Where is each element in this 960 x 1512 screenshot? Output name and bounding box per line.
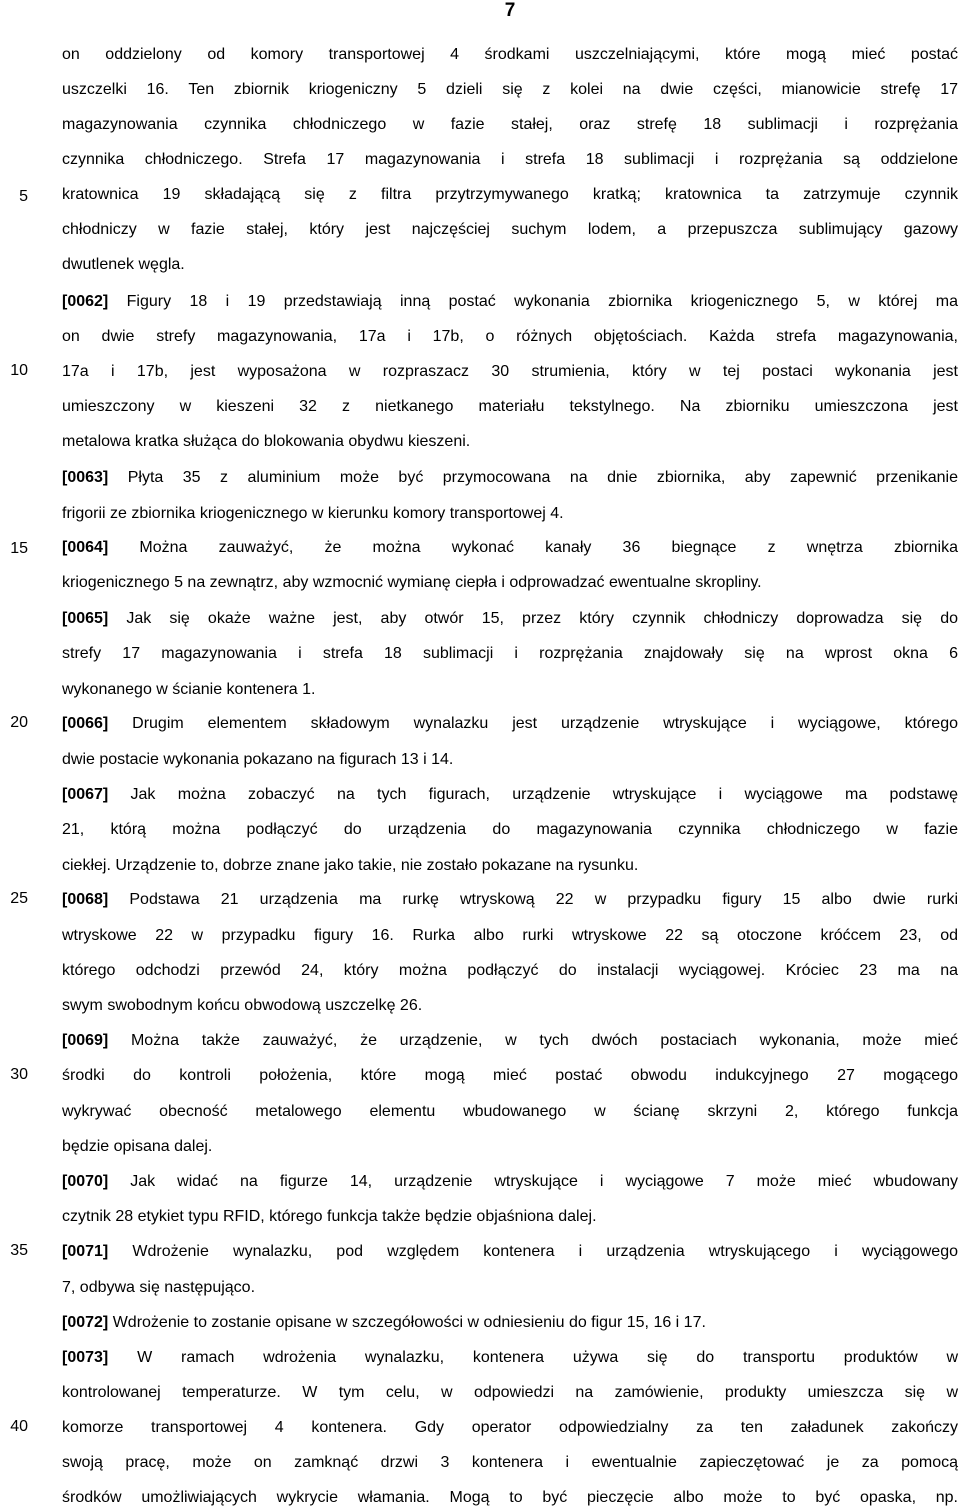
text-line: umieszczony w kieszeni 32 z nietkanego materiału tekstylnego. Na zbiorniku umieszczona jest bbox=[62, 398, 958, 415]
paragraph-id: [0068] bbox=[62, 891, 109, 908]
text-line: [0063] Płyta 35 z aluminium może być przymocowana na dnie zbiornika, aby zapewnić przenikanie bbox=[62, 469, 958, 486]
text-line: którego odchodzi przewód 24, który można podłączyć do instalacji wyciągowej. Króciec 23 ma na bbox=[62, 962, 958, 979]
page-number: 7 bbox=[504, 0, 516, 21]
text-line: [0072] Wdrożenie to zostanie opisane w szczegółowości w odniesieniu do figur 15, 16 i 17. bbox=[62, 1314, 706, 1331]
text-line: [0066] Drugim elementem składowym wynalazku jest urządzenie wtryskujące i wyciągowe, którego bbox=[62, 715, 958, 732]
text-line: [0069] Można także zauważyć, że urządzenie, w tych dwóch postaciach wykonania, może mieć bbox=[62, 1032, 958, 1049]
text-line: czynnika chłodniczego. Strefa 17 magazynowania i strefa 18 sublimacji i rozprężania są oddzielone bbox=[62, 151, 958, 168]
paragraph-id: [0066] bbox=[62, 715, 109, 732]
text-line: [0065] Jak się okaże ważne jest, aby otwór 15, przez który czynnik chłodniczy doprowadza się do bbox=[62, 610, 958, 627]
line-number-5: 5 bbox=[19, 188, 28, 205]
paragraph-id: [0070] bbox=[62, 1173, 109, 1190]
text-line: komorze transportowej 4 kontenera. Gdy operator odpowiedzialny za ten załadunek zakończy bbox=[62, 1419, 958, 1436]
text-line: swoją pracę, może on zamknąć drzwi 3 kontenera i ewentualnie zapieczętować je za pomocą bbox=[62, 1454, 958, 1471]
text-line: [0073] W ramach wdrożenia wynalazku, kontenera używa się do transportu produktów w bbox=[62, 1349, 958, 1366]
paragraph-id: [0069] bbox=[62, 1032, 109, 1049]
text-line: wtryskowe 22 w przypadku figury 16. Rurka albo rurki wtryskowe 22 są otoczone króćcem 23, od bbox=[62, 927, 958, 944]
paragraph-id: [0072] bbox=[62, 1314, 109, 1331]
text-line: swym swobodnym końcu obwodową uszczelkę 26. bbox=[62, 997, 423, 1014]
text-line: chłodniczy w fazie stałej, który jest najczęściej suchym lodem, a przepuszcza sublimujący gazowy bbox=[62, 221, 958, 238]
text-line: ciekłej. Urządzenie to, dobrze znane jako takie, nie zostało pokazane na rysunku. bbox=[62, 857, 639, 874]
paragraph-id: [0062] bbox=[62, 293, 109, 310]
paragraph-id: [0073] bbox=[62, 1349, 109, 1366]
text-line: 17a i 17b, jest wyposażona w rozpraszacz 30 strumienia, który w tej postaci wykonania jest bbox=[62, 363, 958, 380]
text-line: on oddzielony od komory transportowej 4 środkami uszczelniającymi, które mogą mieć postać bbox=[62, 46, 958, 63]
line-number-30: 30 bbox=[10, 1066, 28, 1083]
text-line: [0062] Figury 18 i 19 przedstawiają inną postać wykonania zbiornika kriogenicznego 5, w której ma bbox=[62, 293, 958, 310]
line-number-35: 35 bbox=[10, 1242, 28, 1259]
paragraph-id: [0067] bbox=[62, 786, 109, 803]
text-line: będzie opisana dalej. bbox=[62, 1138, 213, 1155]
text-line: dwie postacie wykonania pokazano na figurach 13 i 14. bbox=[62, 751, 454, 768]
text-line: [0064] Można zauważyć, że można wykonać kanały 36 biegnące z wnętrza zbiornika bbox=[62, 539, 958, 556]
paragraph-id: [0065] bbox=[62, 610, 109, 627]
text-line: frigorii ze zbiornika kriogenicznego w kierunku komory transportowej 4. bbox=[62, 505, 564, 522]
text-line: 21, którą można podłączyć do urządzenia do magazynowania czynnika chłodniczego w fazie bbox=[62, 821, 958, 838]
text-line: magazynowania czynnika chłodniczego w fazie stałej, oraz strefę 18 sublimacji i rozprężania bbox=[62, 116, 958, 133]
text-line: strefy 17 magazynowania i strefa 18 sublimacji i rozprężania znajdowały się na wprost okna 6 bbox=[62, 645, 958, 662]
text-line: kontrolowanej temperaturze. W tym celu, w odpowiedzi na zamówienie, produkty umieszcza się w bbox=[62, 1384, 958, 1401]
text-line: [0067] Jak można zobaczyć na tych figurach, urządzenie wtryskujące i wyciągowe ma podstawę bbox=[62, 786, 958, 803]
text-line: środków umożliwiających wykrycie włamania. Mogą to być pieczęcie albo może to być opaska, np. bbox=[62, 1489, 958, 1506]
text-line: on dwie strefy magazynowania, 17a i 17b, o różnych objętościach. Każda strefa magazynowania, bbox=[62, 328, 958, 345]
line-number-15: 15 bbox=[10, 540, 28, 557]
text-line: [0071] Wdrożenie wynalazku, pod względem kontenera i urządzenia wtryskującego i wyciągowego bbox=[62, 1243, 958, 1260]
line-number-20: 20 bbox=[10, 714, 28, 731]
text-line: wykonanego w ścianie kontenera 1. bbox=[62, 681, 316, 698]
text-line: 7, odbywa się następująco. bbox=[62, 1279, 256, 1296]
paragraph-id: [0063] bbox=[62, 469, 109, 486]
line-number-25: 25 bbox=[10, 890, 28, 907]
text-line: [0068] Podstawa 21 urządzenia ma rurkę wtryskową 22 w przypadku figury 15 albo dwie rurki bbox=[62, 891, 958, 908]
text-line: metalowa kratka służąca do blokowania obydwu kieszeni. bbox=[62, 433, 471, 450]
text-line: czytnik 28 etykiet typu RFID, którego funkcja także będzie objaśniona dalej. bbox=[62, 1208, 597, 1225]
text-line: środki do kontroli położenia, które mogą mieć postać obwodu indukcyjnego 27 mogącego bbox=[62, 1067, 958, 1084]
paragraph-id: [0071] bbox=[62, 1243, 109, 1260]
line-number-40: 40 bbox=[10, 1418, 28, 1435]
line-number-10: 10 bbox=[10, 362, 28, 379]
text-line: wykrywać obecność metalowego elementu wbudowanego w ścianę skrzyni 2, którego funkcja bbox=[62, 1103, 958, 1120]
text-line: dwutlenek węgla. bbox=[62, 256, 185, 273]
text-line: uszczelki 16. Ten zbiornik kriogeniczny 5 dzieli się z kolei na dwie części, mianowicie strefę 17 bbox=[62, 81, 958, 98]
text-line: kriogenicznego 5 na zewnątrz, aby wzmocnić wymianę ciepła i odprowadzać ewentualne skropliny. bbox=[62, 574, 762, 591]
text-line: kratownica 19 składającą się z filtra przytrzymywanego kratką; kratownica ta zatrzymuje czynnik bbox=[62, 186, 958, 203]
text-line: [0070] Jak widać na figurze 14, urządzenie wtryskujące i wyciągowe 7 może mieć wbudowany bbox=[62, 1173, 958, 1190]
paragraph-id: [0064] bbox=[62, 539, 109, 556]
